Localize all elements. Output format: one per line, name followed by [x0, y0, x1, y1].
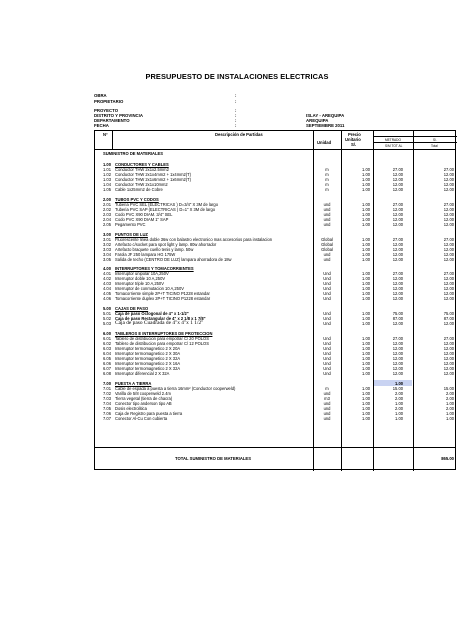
row-total: 27.00 — [443, 336, 454, 341]
row-unit-price: 87.00 — [392, 316, 403, 321]
row-unit-price: 27.00 — [392, 167, 403, 172]
row-number: 7.07 — [103, 416, 111, 421]
meta-label: PROYECTO — [94, 108, 119, 113]
row-unit: Und — [323, 291, 331, 296]
row-number: 3.04 — [103, 252, 111, 257]
meta-value: ISLAY - AREQUIPA — [306, 113, 345, 118]
row-description: Varilla de 5/8 cooperweld 2.4m — [115, 391, 171, 396]
row-description: Conector tipo anderson tipo AB — [115, 401, 172, 406]
row-number: 3.01 — [103, 237, 111, 242]
row-description: Interruptor termomagnetico 2 X 16A — [115, 361, 181, 366]
meta-colon: : — [235, 123, 237, 128]
row-unit-price: 27.00 — [392, 336, 403, 341]
row-description: Tuberia PVC SAP (ELECTRICAS ) D=1" X 3M de largo — [115, 207, 216, 212]
header-precio-2: Unitario — [345, 137, 361, 142]
row-description: CAJAS DE PASO — [115, 306, 149, 311]
row-total: 12.00 — [443, 222, 454, 227]
row-unit: m — [325, 172, 329, 177]
row-description: Artefacto braquete cuello tenis y lamp. 50w — [115, 247, 194, 252]
row-number: 3.03 — [103, 247, 111, 252]
header-subh-1: S/. — [433, 138, 437, 142]
row-number: 2.02 — [103, 207, 111, 212]
row-number: 6.06 — [103, 361, 111, 366]
row-unit-price: 12.00 — [392, 217, 403, 222]
row-unit: m — [325, 182, 329, 187]
row-unit: und — [323, 416, 331, 421]
row-total: 12.00 — [443, 182, 454, 187]
row-metrado: 1.00 — [362, 311, 370, 316]
row-total: 12.00 — [443, 207, 454, 212]
row-unit: und — [323, 252, 331, 257]
row-number: 1.03 — [103, 177, 111, 182]
row-unit-price: 12.00 — [392, 351, 403, 356]
row-total: 1.00 — [446, 411, 454, 416]
row-description: Interruptor triple 10 A,250V — [115, 281, 164, 286]
row-unit-price: 12.00 — [392, 182, 403, 187]
row-unit: m — [325, 177, 329, 182]
row-description: Interruptor termomagnetico 2 X 32A — [115, 356, 181, 361]
table-row — [95, 416, 455, 421]
row-metrado: 1.00 — [362, 271, 370, 276]
row-unit-price: 12.00 — [392, 356, 403, 361]
row-total: 12.00 — [443, 172, 454, 177]
row-unit: Und — [323, 271, 331, 276]
row-unit-price: 12.00 — [392, 252, 403, 257]
row-unit: und — [323, 202, 331, 207]
header-metrado: METRADO — [385, 138, 401, 142]
row-number: 4.04 — [103, 286, 111, 291]
table-row — [95, 257, 455, 262]
row-unit: und — [323, 401, 331, 406]
meta-colon: : — [235, 99, 237, 104]
row-description: Salida de techo (CENTRO DE LUZ) lampara ahorradora de 18w — [115, 257, 232, 262]
row-metrado: 1.00 — [362, 386, 370, 391]
row-metrado: 1.00 — [362, 252, 370, 257]
row-number: 2.03 — [103, 212, 111, 217]
row-unit-price: 12.00 — [392, 177, 403, 182]
table-row — [95, 321, 455, 326]
table-row — [95, 222, 455, 227]
meta-colon: : — [235, 118, 237, 123]
row-unit: Und — [323, 296, 331, 301]
row-unit: Und — [323, 286, 331, 291]
row-unit-price: 12.00 — [392, 296, 403, 301]
row-unit-price: 27.00 — [392, 271, 403, 276]
row-unit-price: 1.00 — [395, 381, 403, 386]
row-number: 3.05 — [103, 257, 111, 262]
row-number: 4.01 — [103, 271, 111, 276]
row-number: 6.04 — [103, 351, 111, 356]
header-subh-3: Total — [431, 144, 438, 148]
row-unit-price: 12.00 — [392, 346, 403, 351]
row-unit-price: 12.00 — [392, 276, 403, 281]
row-total: 27.00 — [443, 237, 454, 242]
row-number: 6.00 — [103, 331, 111, 336]
row-metrado: 1.00 — [362, 222, 370, 227]
col-divider — [112, 131, 113, 149]
row-metrado: 1.00 — [362, 242, 370, 247]
row-total: 2.00 — [446, 391, 454, 396]
row-unit-price: 12.00 — [392, 212, 403, 217]
row-description: Interruptor doble 10 A,250V — [115, 276, 166, 281]
row-total: 27.00 — [443, 271, 454, 276]
row-total: 12.00 — [443, 351, 454, 356]
row-number: 6.02 — [103, 341, 111, 346]
row-total: 12.00 — [443, 177, 454, 182]
row-metrado: 1.00 — [362, 366, 370, 371]
row-description: Conductor THW 2x1x6mm2 + 1x6mm2(T) — [115, 177, 192, 182]
table-header — [95, 131, 455, 150]
row-unit-price: 12.00 — [392, 187, 403, 192]
row-total: 12.00 — [443, 257, 454, 262]
row-total: 12.00 — [443, 361, 454, 366]
row-number: 6.05 — [103, 356, 111, 361]
row-description: Farola JF 250 lampara HG 175W — [115, 252, 176, 257]
row-unit-price: 12.00 — [392, 286, 403, 291]
row-description: Tablero de distribucion para empotrar C/ 12 POLOS — [115, 341, 209, 346]
total-divider — [95, 447, 455, 448]
row-unit: Und — [323, 361, 331, 366]
row-unit: Und — [323, 346, 331, 351]
row-total: 2.00 — [446, 406, 454, 411]
row-unit: Global — [321, 242, 333, 247]
meta-value: AREQUIPA — [306, 118, 329, 123]
row-number: 1.02 — [103, 172, 111, 177]
row-number: 4.03 — [103, 281, 111, 286]
row-description: Caja de paso Octogonal de 4" x 1-1/2" — [115, 311, 189, 316]
row-description: PUNTOS DE LUZ — [115, 232, 148, 237]
row-unit-price: 12.00 — [392, 242, 403, 247]
row-number: 4.00 — [103, 266, 111, 271]
row-metrado: 1.00 — [362, 406, 370, 411]
row-unit: und — [323, 207, 331, 212]
row-description: TABLEROS E INTERRUPTORES DE PROTECCION — [115, 331, 213, 336]
row-description: Interruptor termomagnetico 2 X 30A — [115, 351, 181, 356]
row-number: 1.01 — [103, 167, 111, 172]
row-metrado: 1.00 — [362, 167, 370, 172]
row-metrado: 1.00 — [362, 187, 370, 192]
row-description: Caja de Registro para puesta a tierra — [115, 411, 183, 416]
row-total: 12.00 — [443, 276, 454, 281]
row-total: 27.00 — [443, 167, 454, 172]
row-number: 6.03 — [103, 346, 111, 351]
row-metrado: 1.00 — [362, 356, 370, 361]
row-unit-price: 2.00 — [395, 391, 403, 396]
row-metrado: 1.00 — [362, 351, 370, 356]
row-description: Conductor THW 2x1x2.5mm2 — [115, 167, 169, 172]
row-unit-price: 12.00 — [392, 341, 403, 346]
row-description: Tablero de distribucion para empotrar C/ 20 POLOS — [115, 336, 209, 341]
meta-colon: : — [235, 93, 237, 98]
row-total: 12.00 — [443, 242, 454, 247]
row-total: 2.00 — [446, 396, 454, 401]
table-row — [95, 187, 455, 192]
row-unit-price: 12.00 — [392, 207, 403, 212]
row-metrado: 1.00 — [362, 336, 370, 341]
row-unit-price: 2.00 — [395, 406, 403, 411]
row-description: Interruptor termomagnetico 2 X 20A — [115, 346, 181, 351]
row-metrado: 1.00 — [362, 217, 370, 222]
row-unit: und — [323, 257, 331, 262]
total-value: 865.00 — [441, 456, 454, 461]
row-description: Codo PVC X90 DIAM 1" SAP — [115, 217, 169, 222]
row-total: 75.00 — [443, 311, 454, 316]
row-metrado: 1.00 — [362, 257, 370, 262]
row-unit: m — [325, 167, 329, 172]
row-number: 2.05 — [103, 222, 111, 227]
row-description: Interruptor termomagnetico 2 X 32A — [115, 366, 181, 371]
row-unit: und — [323, 391, 331, 396]
row-description: Dosis electrolitica — [115, 406, 147, 411]
row-metrado: 1.00 — [362, 296, 370, 301]
row-unit-price: 12.00 — [392, 222, 403, 227]
meta-label: DEPARTAMENTO — [94, 118, 130, 123]
row-metrado: 1.00 — [362, 396, 370, 401]
row-metrado: 1.00 — [362, 212, 370, 217]
row-number: 7.05 — [103, 406, 111, 411]
row-unit-price: 12.00 — [392, 366, 403, 371]
row-total: 1.00 — [446, 401, 454, 406]
row-number: 7.04 — [103, 401, 111, 406]
row-total: 12.00 — [443, 252, 454, 257]
row-description: Codo PVC X90 DIAM. 3/4" SEL — [115, 212, 173, 217]
row-description: Interruptor diferencial 2 X 32A — [115, 371, 170, 376]
row-number: 4.06 — [103, 296, 111, 301]
row-description: Cable 1x25mm2 de Cobre — [115, 187, 163, 192]
row-number: 6.07 — [103, 366, 111, 371]
row-description: PUESTA A TIERRA — [115, 381, 152, 386]
row-unit-price: 12.00 — [392, 291, 403, 296]
row-unit: Und — [323, 321, 331, 326]
row-unit: Und — [323, 276, 331, 281]
row-number: 5.02 — [103, 316, 111, 321]
row-number: 1.04 — [103, 182, 111, 187]
row-metrado: 1.00 — [362, 316, 370, 321]
row-total: 12.00 — [443, 296, 454, 301]
row-total: 27.00 — [443, 202, 454, 207]
row-metrado: 1.00 — [362, 207, 370, 212]
row-unit-price: 1.00 — [395, 416, 403, 421]
row-number: 5.00 — [103, 306, 111, 311]
table-row — [95, 371, 455, 376]
header-num: N° — [103, 132, 108, 137]
total-label: TOTAL SUMINISTRO DE MATERIALES — [175, 456, 251, 461]
row-number: 6.01 — [103, 336, 111, 341]
row-metrado: 1.00 — [362, 177, 370, 182]
row-description: Tierra vegetal (tierra de chacra) — [115, 396, 173, 401]
row-number: 1.05 — [103, 187, 111, 192]
table-row — [95, 296, 455, 301]
row-number: 7.00 — [103, 381, 111, 386]
header-subunit: S/. — [351, 142, 357, 147]
row-description: Cable de espada a puesta a tierra 16mm² (Conductor cooperweld) — [115, 386, 236, 391]
row-number: 2.04 — [103, 217, 111, 222]
row-metrado: 1.00 — [362, 401, 370, 406]
row-number: 3.00 — [103, 232, 111, 237]
row-unit-price: 75.00 — [392, 311, 403, 316]
row-total: 12.00 — [443, 286, 454, 291]
row-number: 7.06 — [103, 411, 111, 416]
meta-label: DISTRITO Y PROVINCIA — [94, 113, 143, 118]
row-total: 12.00 — [443, 321, 454, 326]
row-total: 12.00 — [443, 247, 454, 252]
row-description: Pegamento PVC — [115, 222, 146, 227]
row-description: Interruptor de conmutacion 10 A,250V — [115, 286, 184, 291]
row-number: 7.01 — [103, 386, 111, 391]
row-unit: Und — [323, 341, 331, 346]
row-unit: und — [323, 406, 331, 411]
row-number: 7.02 — [103, 391, 111, 396]
row-metrado: 1.00 — [362, 391, 370, 396]
row-unit: Und — [323, 356, 331, 361]
row-unit: m3 — [324, 396, 330, 401]
row-metrado: 1.00 — [362, 281, 370, 286]
meta-colon: : — [235, 113, 237, 118]
header-subline — [373, 142, 457, 143]
row-metrado: 1.00 — [362, 416, 370, 421]
row-unit-price: 27.00 — [392, 202, 403, 207]
row-total: 12.00 — [443, 346, 454, 351]
row-total: 12.00 — [443, 187, 454, 192]
row-description: Interruptor unipolar 10A,250V — [115, 271, 169, 276]
row-description: Caja de paso Rectangular de 4" x 2 1/8 x 1 7/8" — [115, 316, 206, 321]
row-description: INTERRUPTORES Y TOMACORRIENTES — [115, 266, 194, 271]
row-metrado: 1.00 — [362, 346, 370, 351]
row-unit: Und — [323, 351, 331, 356]
meta-colon: : — [235, 108, 237, 113]
header-precio-1: Precio — [348, 132, 361, 137]
row-description: TUBOS PVC Y CODOS — [115, 197, 159, 202]
row-unit: Und — [323, 336, 331, 341]
row-total: 12.00 — [443, 366, 454, 371]
header-desc: Descripción de Partidas — [215, 132, 263, 137]
row-unit: und — [323, 222, 331, 227]
row-description: Artefacto c/socket para spot light y lamp. 80w ahorrador — [115, 242, 217, 247]
row-unit: Und — [323, 316, 331, 321]
row-metrado: 1.00 — [362, 202, 370, 207]
meta-label: PROPIETARIO — [94, 99, 124, 104]
row-metrado: 1.00 — [362, 237, 370, 242]
suministro-heading — [95, 151, 455, 156]
row-unit: Und — [323, 311, 331, 316]
row-metrado: 1.00 — [362, 341, 370, 346]
row-unit-price: 12.00 — [392, 172, 403, 177]
header-subline — [373, 136, 457, 137]
row-number: 5.03 — [103, 321, 111, 326]
meta-label: FECHA — [94, 123, 109, 128]
row-number: 4.02 — [103, 276, 111, 281]
row-total: 12.00 — [443, 356, 454, 361]
row-number: 7.03 — [103, 396, 111, 401]
row-metrado: 1.00 — [362, 321, 370, 326]
row-number: 6.08 — [103, 371, 111, 376]
row-total: 87.00 — [443, 316, 454, 321]
row-metrado: 1.00 — [362, 286, 370, 291]
row-unit: und — [323, 212, 331, 217]
row-description: Conductor THW 2x1x4mm2 + 1x4mm2(T) — [115, 172, 192, 177]
row-unit-price: 1.00 — [395, 411, 403, 416]
row-unit: Global — [321, 237, 333, 242]
row-description: CONDUCTORES Y CABLES — [115, 162, 169, 167]
row-unit-price: 1.00 — [395, 401, 403, 406]
row-unit: Und — [323, 371, 331, 376]
row-description: Conductor THW 2x1x10mm2 — [115, 182, 168, 187]
meta-label: OBRA — [94, 93, 107, 98]
row-metrado: 1.00 — [362, 371, 370, 376]
row-metrado: 1.00 — [362, 361, 370, 366]
row-description: Fluorescente linea doble 36w con balastro electronico mas accesorios para instalacion — [115, 237, 273, 242]
row-unit-price: 15.00 — [392, 386, 403, 391]
row-metrado: 1.00 — [362, 276, 370, 281]
budget-table — [94, 130, 456, 470]
row-unit: und — [323, 411, 331, 416]
row-unit-price: 12.00 — [392, 371, 403, 376]
row-description: Tuberia PVC SEL (ELECTRICAS ) D=3/4" X 3M de largo — [115, 202, 218, 207]
row-total: 12.00 — [443, 212, 454, 217]
row-description: Tomacorriente simple 2P+T TICINO P1228 estandar — [115, 291, 210, 296]
page-title: PRESUPUESTO DE INSTALACIONES ELECTRICAS — [145, 72, 329, 81]
row-metrado: 1.00 — [362, 182, 370, 187]
header-subh-2: S/M TOT AL — [385, 144, 403, 148]
row-metrado: 1.00 — [362, 411, 370, 416]
suministro-title: SUMINISTRO DE MATERIALES — [103, 151, 163, 156]
row-unit-price: 12.00 — [392, 281, 403, 286]
row-unit-price: 27.00 — [392, 237, 403, 242]
row-unit-price: 12.00 — [392, 361, 403, 366]
row-number: 2.01 — [103, 202, 111, 207]
row-description: Tomacorriente duplex 2P+T TICINO P1228 estandar — [115, 296, 211, 301]
row-unit-price: 2.00 — [395, 396, 403, 401]
row-unit: Und — [323, 281, 331, 286]
row-unit-price: 12.00 — [392, 247, 403, 252]
row-description: Conector Al-Cu Con cubierta — [115, 416, 168, 421]
row-total: 12.00 — [443, 341, 454, 346]
row-unit: Und — [323, 366, 331, 371]
header-unidad: Unidad — [317, 140, 332, 145]
row-total: 12.00 — [443, 291, 454, 296]
row-number: 5.01 — [103, 311, 111, 316]
row-unit-price: 12.00 — [392, 257, 403, 262]
row-total: 1.00 — [446, 416, 454, 421]
row-metrado: 1.00 — [362, 247, 370, 252]
row-unit: m — [325, 386, 329, 391]
row-description: Caja de paso Cuadrada de 4"x 4"x 1 1/2" — [115, 320, 204, 326]
row-unit: und — [323, 217, 331, 222]
row-unit-price: 12.00 — [392, 321, 403, 326]
row-metrado: 1.00 — [362, 291, 370, 296]
row-unit: Global — [321, 247, 333, 252]
row-number: 1.00 — [103, 162, 111, 167]
row-number: 4.05 — [103, 291, 111, 296]
meta-block — [94, 93, 454, 133]
meta-value: SEPTIEMBRE 2011 — [306, 123, 345, 128]
row-number: 3.02 — [103, 242, 111, 247]
row-number: 2.00 — [103, 197, 111, 202]
row-total: 12.00 — [443, 281, 454, 286]
row-metrado: 1.00 — [362, 172, 370, 177]
row-unit: m — [325, 187, 329, 192]
row-total: 12.00 — [443, 371, 454, 376]
row-total: 12.00 — [443, 217, 454, 222]
row-total: 15.00 — [443, 386, 454, 391]
